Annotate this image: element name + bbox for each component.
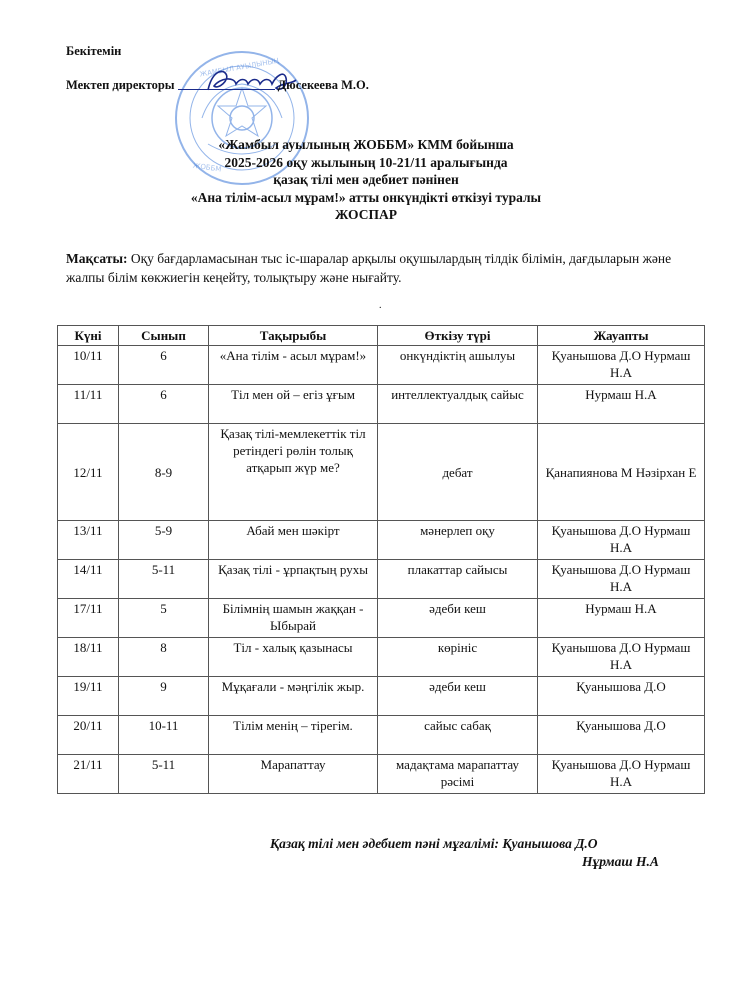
- cell-topic: Мұқағали - мәңгілік жыр.: [209, 677, 378, 716]
- cell-responsible: Қуанышова Д.О Нурмаш Н.А: [538, 521, 705, 560]
- table-row: [58, 599, 705, 638]
- cell-grade: 5-11: [119, 560, 209, 599]
- cell-type: плакаттар сайысы: [378, 560, 538, 599]
- cell-date: 18/11: [58, 638, 119, 677]
- cell-grade: 8: [119, 638, 209, 677]
- cell-type: көрініс: [378, 638, 538, 677]
- table-row: [58, 716, 705, 755]
- cell-responsible: Қуанышова Д.О: [538, 677, 705, 716]
- cell-type: әдеби кеш: [378, 677, 538, 716]
- cell-date: 10/11: [58, 346, 119, 385]
- title-line-5: ЖОСПАР: [335, 207, 397, 222]
- cell-topic: Қазақ тілі - ұрпақтың рухы: [209, 560, 378, 599]
- signature-line: [178, 77, 275, 90]
- table-row: [58, 560, 705, 599]
- cell-type: әдеби кеш: [378, 599, 538, 638]
- stray-dot: .: [379, 300, 382, 311]
- cell-date: 14/11: [58, 560, 119, 599]
- cell-date: 11/11: [58, 385, 119, 424]
- director-name: Дюсекеева М.О.: [277, 78, 369, 92]
- cell-responsible: Қанапиянова М Нәзірхан Е: [538, 424, 705, 521]
- table-row: [58, 521, 705, 560]
- cell-type: мәнерлеп оқу: [378, 521, 538, 560]
- title-line-3: қазақ тілі мен әдебиет пәнінен: [273, 172, 459, 187]
- cell-grade: 6: [119, 346, 209, 385]
- cell-responsible: Қуанышова Д.О Нурмаш Н.А: [538, 346, 705, 385]
- table-row: [58, 346, 705, 385]
- cell-grade: 8-9: [119, 424, 209, 521]
- svg-text:ЖАМБЫЛ АУЫЛЫНЫҢ: ЖАМБЫЛ АУЫЛЫНЫҢ: [199, 56, 280, 79]
- header-topic: Тақырыбы: [209, 326, 378, 346]
- title-line-1: «Жамбыл ауылының ЖОББМ» КММ бойынша: [218, 137, 514, 152]
- table-row: [58, 677, 705, 716]
- director-line: [66, 77, 369, 93]
- header-type: Өткізу түрі: [378, 326, 538, 346]
- cell-type: сайыс сабақ: [378, 716, 538, 755]
- cell-responsible: Қуанышова Д.О Нурмаш Н.А: [538, 638, 705, 677]
- cell-date: 17/11: [58, 599, 119, 638]
- purpose-paragraph: [66, 249, 706, 287]
- cell-date: 13/11: [58, 521, 119, 560]
- cell-responsible: Қуанышова Д.О: [538, 716, 705, 755]
- table-row: [58, 424, 705, 521]
- cell-date: 19/11: [58, 677, 119, 716]
- footer-line-1: Қазақ тілі мен әдебиет пәні мұғалімі: Қуанышова Д.О: [270, 836, 598, 851]
- cell-date: 20/11: [58, 716, 119, 755]
- table-row: [58, 755, 705, 794]
- director-label: Мектеп директоры: [66, 78, 175, 92]
- cell-grade: 10-11: [119, 716, 209, 755]
- header-grade: Сынып: [119, 326, 209, 346]
- cell-responsible: Нурмаш Н.А: [538, 599, 705, 638]
- purpose-label: Мақсаты:: [66, 251, 128, 266]
- cell-responsible: Нурмаш Н.А: [538, 385, 705, 424]
- cell-topic: Абай мен шәкірт: [209, 521, 378, 560]
- cell-grade: 5-9: [119, 521, 209, 560]
- cell-topic: Тіл мен ой – егіз ұғым: [209, 385, 378, 424]
- cell-topic: Тілім менің – тірегім.: [209, 716, 378, 755]
- cell-topic: «Ана тілім - асыл мұрам!»: [209, 346, 378, 385]
- cell-date: 21/11: [58, 755, 119, 794]
- header-date: Күні: [58, 326, 119, 346]
- cell-grade: 5-11: [119, 755, 209, 794]
- document-title: [40, 136, 692, 224]
- cell-grade: 6: [119, 385, 209, 424]
- cell-type: мадақтама марапаттау рәсімі: [378, 755, 538, 794]
- cell-topic: Қазақ тілі-мемлекеттік тіл ретіндегі рөлін толық атқарып жүр ме?: [209, 424, 378, 521]
- footer-line-2: Нұрмаш Н.А: [582, 854, 659, 869]
- header-responsible: Жауапты: [538, 326, 705, 346]
- cell-responsible: Қуанышова Д.О Нурмаш Н.А: [538, 755, 705, 794]
- teacher-signoff: [270, 835, 659, 871]
- purpose-text: Оқу бағдарламасынан тыс іс-шаралар арқылы оқушылардың тілдік білімін, дағдыларын және жалпы білім көкжиегін кеңейту, толықтыру және нығайту.: [66, 251, 672, 285]
- cell-topic: Марапаттау: [209, 755, 378, 794]
- cell-topic: Тіл - халық қазынасы: [209, 638, 378, 677]
- title-line-4: «Ана тілім-асыл мұрам!» атты онкүндікті өткізуі туралы: [190, 189, 542, 205]
- cell-type: онкүндіктің ашылуы: [378, 346, 538, 385]
- plan-table: [57, 325, 705, 794]
- cell-grade: 9: [119, 677, 209, 716]
- svg-text:ЖОББМ: ЖОББМ: [192, 161, 222, 174]
- cell-type: интеллектуалдық сайыс: [378, 385, 538, 424]
- cell-topic: Білімнің шамын жаққан - Ыбырай: [209, 599, 378, 638]
- table-row: [58, 385, 705, 424]
- cell-type: дебат: [378, 424, 538, 521]
- table-header-row: [58, 326, 705, 346]
- title-line-2: 2025-2026 оқу жылының 10-21/11 аралығында: [224, 154, 508, 170]
- approval-label: Бекітемін: [66, 44, 122, 58]
- cell-responsible: Қуанышова Д.О Нурмаш Н.А: [538, 560, 705, 599]
- cell-grade: 5: [119, 599, 209, 638]
- table-row: [58, 638, 705, 677]
- cell-date: 12/11: [58, 424, 119, 521]
